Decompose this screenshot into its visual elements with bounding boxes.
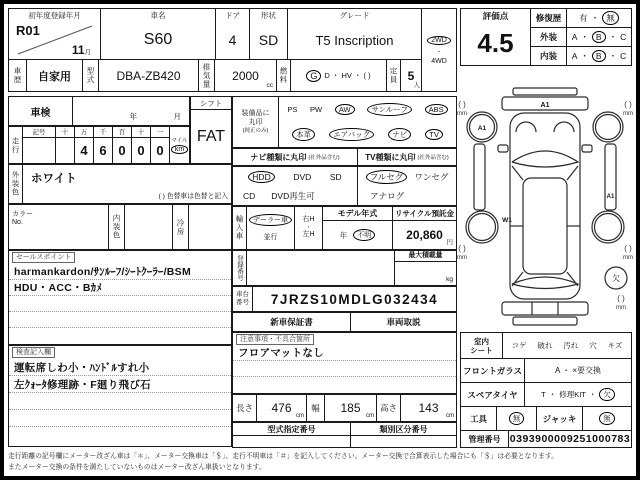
mileage-col-100: 百 0 <box>113 127 132 163</box>
tools-value: 無 <box>497 407 537 430</box>
parallel-import: 並行 <box>263 234 278 242</box>
nav-sd: SD <box>329 171 342 182</box>
mileage-row <box>8 126 190 164</box>
mileage-col-1k: 千 6 <box>94 127 113 163</box>
recycle-unit: 円 <box>446 239 453 246</box>
body-shape-cell: 形状 SD <box>250 9 288 59</box>
model-year-suffix: 年 <box>339 230 348 240</box>
svg-text:mm: mm <box>616 305 626 311</box>
chassis-row <box>232 286 457 312</box>
windshield <box>512 151 578 167</box>
nav-tv-options <box>232 166 457 206</box>
car-name-value: S60 <box>143 31 173 48</box>
dealer-parallel-cell <box>247 207 295 249</box>
warranty-cell: 新車保証書 <box>233 313 351 331</box>
tools-row <box>461 407 631 431</box>
hood-arc-right <box>554 122 574 132</box>
tv-options <box>358 167 456 205</box>
front-left-wheel-code: A1 <box>477 125 487 132</box>
interior-a: A <box>571 51 578 61</box>
right-side-damage-code: A1 <box>606 194 615 200</box>
mileage-col-100k: 十 <box>56 127 75 163</box>
mileage-col-1: 一 0 <box>151 127 170 163</box>
seat-tear: 破れ <box>537 341 553 350</box>
recycle-cell <box>393 207 456 249</box>
model-code-label: 型式 <box>83 60 99 91</box>
exterior-grade-row: 外装 A ・ B ・ C <box>531 28 631 47</box>
equip-tv: TV <box>425 129 443 140</box>
grade-cell: グレード T5 Inscription <box>288 9 421 59</box>
model-designation-label: 型式指定番号 <box>233 423 351 435</box>
mileage-col-symbol: 記号 <box>23 127 56 163</box>
nav-type-header: ナビ種類に丸印 (社外品含む) <box>233 149 358 165</box>
mileage-label: 走行 <box>9 127 23 163</box>
nav-hdd: HDD <box>248 171 274 183</box>
rear-right-wheel <box>592 211 624 243</box>
equipment-label: 装備品に 丸印 (純正のみ) <box>233 97 279 147</box>
equip-sunroof: サンルーフ <box>367 103 412 116</box>
car-name-cell <box>101 9 216 59</box>
seat-condition-row <box>461 333 631 359</box>
history-value: 自家用 <box>27 60 83 91</box>
seat-label: 室内 シート <box>461 333 503 358</box>
seat-stain: 汚れ <box>563 341 579 350</box>
sales-points-section <box>8 250 232 345</box>
control-number-row <box>461 431 631 447</box>
svg-text:mm: mm <box>457 255 467 261</box>
cautions-tag: 注意事項・不具合箇所 <box>236 334 314 345</box>
equip-ps: PS <box>287 105 298 114</box>
spare-t: T <box>541 390 546 399</box>
missing-part-mark: 欠 <box>612 274 620 283</box>
capacity-cell <box>401 60 421 91</box>
tv-oneseg: ワンセグ <box>414 171 449 182</box>
rating-box <box>460 8 632 66</box>
equip-aw: AW <box>335 104 355 115</box>
shaken-label: 車検 <box>9 97 73 125</box>
control-number-label: 管理番号 <box>461 431 509 447</box>
doors-cell: ドア 4 <box>216 9 250 59</box>
recycle-value: 20,860 <box>406 228 443 242</box>
mileage-unit-km: km <box>171 145 188 154</box>
equip-leather: 本革 <box>292 128 315 141</box>
width-cell: 185 cm <box>325 395 377 421</box>
tread-depth-top-right: ( ) <box>624 100 632 109</box>
hood-arc-left <box>516 122 536 132</box>
inspector-notes-section <box>8 345 232 447</box>
equip-navi: ナビ <box>388 128 411 141</box>
spare-tread-depth: ( ) <box>617 294 625 303</box>
color-no-label: カラーNo. <box>12 211 33 226</box>
exterior-a: A <box>571 32 578 42</box>
equipment-row-2 <box>279 122 456 147</box>
spare-missing: 欠 <box>599 388 615 401</box>
displacement-value: 2000 <box>232 68 259 83</box>
roof <box>523 178 567 274</box>
class-section-label: 類別区分番号 <box>379 424 428 434</box>
fuel-label: 燃料 <box>277 60 291 91</box>
import-label: 輸入車 <box>233 207 247 249</box>
sales-point-line-1: harmankardon/ｻﾝﾙｰﾌ/ｼｰﾄｸｰﾗｰ/BSM <box>9 264 231 280</box>
model-year-unknown: 不明 <box>353 229 375 241</box>
interior-color-label: 内装色 <box>109 205 125 249</box>
height-value: 143 <box>418 401 439 415</box>
shaken-month-suffix: 月 <box>173 112 181 121</box>
first-registration-year: R01 <box>16 23 40 38</box>
front-damage-code: A1 <box>540 102 550 109</box>
windshield-label: フロントガラス <box>461 359 525 382</box>
color-no-value <box>43 205 109 249</box>
front-right-wheel <box>593 112 623 142</box>
nav-tv-header-row <box>232 148 457 166</box>
shift-value: FAT <box>196 127 226 145</box>
jack-label: ジャッキ <box>537 407 583 430</box>
exterior-color-value: ホワイト <box>31 173 77 185</box>
shift-label: シフト <box>191 97 231 110</box>
mileage-unit-mile: マイル <box>171 138 188 144</box>
mileage-col-10k: 万 4 <box>75 127 94 163</box>
inspector-note-line-2: 左ｸｫｰﾀ修理跡・F廻り飛び石 <box>9 376 231 393</box>
dealer-car: デーラー車 <box>249 214 292 226</box>
first-registration-month: 11月 <box>71 43 91 57</box>
footer-line-1: 走行距離の記号欄にメーター改ざん車は「＊」、メーター交換車は「＄」、走行不明車は「＃」を記入してください。メーター交換で合算表示した場合にも「＄」は必要となります。 <box>8 453 558 460</box>
fuel-cell <box>291 60 387 91</box>
condition-table <box>460 332 632 448</box>
registration-label: 登録番号 <box>233 251 247 285</box>
chassis-label: 車台 番号 <box>233 287 253 311</box>
svg-text:mm: mm <box>623 255 633 261</box>
model-year-cell <box>323 207 393 249</box>
exterior-color-label: 外装色 <box>9 165 23 203</box>
exterior-b: B <box>592 31 606 43</box>
inspector-notes-tag: 検査記入欄 <box>12 347 55 358</box>
displacement-unit: cc <box>266 82 273 89</box>
type-number-section <box>232 422 457 448</box>
svg-text:mm: mm <box>623 111 633 117</box>
model-designation-value <box>233 436 351 447</box>
nav-cd: CD <box>243 190 256 201</box>
right-hand: 右H <box>302 216 315 224</box>
ac-value <box>189 205 231 249</box>
jack-value: 無 <box>583 407 631 430</box>
length-cell: 476 cm <box>257 395 307 421</box>
nav-dvd-playable: DVD再生可 <box>271 190 315 201</box>
cautions-section <box>232 332 457 394</box>
spare-tire-label: スペアタイヤ <box>461 383 525 406</box>
windshield-value: A ・ ×要交換 <box>554 366 601 375</box>
right-side-panel <box>605 144 616 210</box>
equip-airbag: エアバック <box>329 128 374 141</box>
import-row <box>232 206 457 250</box>
first-registration-cell <box>9 9 101 59</box>
car-name-label: 車名 <box>150 11 166 20</box>
shaken-year-suffix: 年 <box>129 112 137 121</box>
nav-options <box>233 167 358 205</box>
rear-bumper <box>502 302 588 315</box>
tread-depth-top-left: ( ) <box>458 100 466 109</box>
displacement-cell <box>215 60 277 91</box>
interior-color-value <box>125 205 173 249</box>
mileage-col-10: 十 0 <box>132 127 151 163</box>
seat-hole: 穴 <box>589 341 597 350</box>
fuel-options: D ・ HV ・ ( ) <box>324 71 371 80</box>
chassis-value: 7JRZS10MDLG032434 <box>270 291 439 307</box>
exterior-color-cell <box>23 165 231 203</box>
dimensions-row <box>232 394 457 422</box>
footer-line-2: またメーター交換の条件を満たしていないものはメーター改ざん車扱いとなります。 <box>8 463 266 471</box>
left-rear-damage-code: W1 <box>502 217 512 224</box>
height-cell: 143 cm <box>418 401 454 419</box>
rear-left-wheel <box>466 211 498 243</box>
left-side-panel <box>474 144 485 210</box>
drive-4wd: 4WD <box>431 57 447 65</box>
model-code-value: DBA-ZB420 <box>99 60 199 91</box>
registration-value <box>247 251 394 285</box>
score-label: 評価点 <box>482 11 509 21</box>
seat-scratch: キズ <box>607 341 623 350</box>
displacement-label: 排気量 <box>199 60 215 91</box>
sales-point-line-2: HDU・ACC・Bｶﾒ <box>9 280 231 296</box>
repair-no: 無 <box>602 11 619 25</box>
width-value: 185 <box>340 401 361 415</box>
sales-points-tag: セールスポイント <box>12 252 75 263</box>
drivetrain-cell <box>421 9 456 91</box>
docs-row <box>232 312 457 332</box>
equipment-section <box>232 96 457 148</box>
drive-2wd: 2WD <box>427 36 451 45</box>
windshield-row <box>461 359 631 383</box>
spare-repair-kit: 修理KIT <box>559 390 586 399</box>
color-change-note: ( ) 色替車は色替と記入 <box>158 193 228 200</box>
repair-yes: 有 <box>579 13 588 23</box>
model-year-label: モデル年式 <box>323 207 392 221</box>
tread-depth-bottom-left: ( ) <box>458 244 466 253</box>
footer-disclaimer <box>8 452 636 473</box>
equipment-row-1 <box>279 97 456 122</box>
score-cell <box>461 9 531 65</box>
steering-cell: 右H ・ 左H <box>295 207 323 249</box>
caution-line-1: フロアマットなし <box>233 345 456 361</box>
registration-row <box>232 250 457 286</box>
score-value: 4.5 <box>477 28 514 58</box>
fuel-gasoline: G <box>306 70 321 82</box>
tv-fullseg: フルセグ <box>366 170 408 184</box>
max-load-cell <box>394 251 456 285</box>
class-section-value <box>351 436 456 447</box>
max-load-label: 最大積載量 <box>395 251 456 262</box>
max-load-unit: kg <box>446 276 453 283</box>
grade-value: T5 Inscription <box>315 32 394 48</box>
tv-analog: アナログ <box>370 190 405 201</box>
left-mirror <box>498 145 508 152</box>
manual-cell: 車両取説 <box>386 317 421 327</box>
capacity-unit: 人 <box>413 82 420 89</box>
right-mirror <box>582 145 592 152</box>
recycle-label: リサイクル預託金 <box>393 207 456 221</box>
car-damage-diagram <box>450 86 640 332</box>
shift-column <box>190 96 232 164</box>
length-label: 長さ <box>233 395 257 421</box>
car-body-outline <box>510 113 580 299</box>
length-value: 476 <box>271 401 292 415</box>
rear-bumper-strip <box>513 317 577 325</box>
capacity-value: 5 <box>407 68 415 83</box>
tread-depth-bottom-right: ( ) <box>624 244 632 253</box>
svg-text:mm: mm <box>457 111 467 117</box>
mileage-unit-cell <box>170 127 189 163</box>
doors-value: 4 <box>228 32 237 48</box>
width-label: 幅 <box>307 395 325 421</box>
interior-c: C <box>620 51 627 61</box>
body-shape-value: SD <box>258 32 279 48</box>
first-registration-label: 初年度登録年月 <box>28 11 81 20</box>
front-bumper-strip <box>513 88 577 95</box>
equip-abs: ABS <box>425 104 448 115</box>
capacity-label: 定員 <box>387 60 401 91</box>
exterior-c: C <box>620 32 627 42</box>
inspector-note-line-1: 運転席しわ小・ﾊﾝﾄﾞﾙすれ小 <box>9 359 231 376</box>
exterior-color-row <box>8 164 232 204</box>
interior-grade-row: 内装 A ・ B ・ C <box>531 47 631 65</box>
spare-tire-row: スペアタイヤ T ・ 修理KIT ・ 欠 <box>461 383 631 407</box>
rear-window <box>512 277 578 289</box>
interior-b: B <box>592 50 606 62</box>
tools-label: 工具 <box>461 407 497 430</box>
vehicle-header-table <box>8 8 457 92</box>
nav-dvd: DVD <box>293 171 312 182</box>
seat-burn: コゲ <box>511 341 527 350</box>
drive-separator: ・ <box>435 49 442 56</box>
color-no-row <box>8 204 232 250</box>
control-number-value: 0393900009251000783 <box>509 433 631 445</box>
history-label: 車歴 <box>9 60 27 91</box>
repair-history-row: 修復歴 有 ・ 無 <box>531 9 631 28</box>
shaken-date-cell <box>73 97 189 125</box>
height-label: 高さ <box>377 395 401 421</box>
shaken-row <box>8 96 190 126</box>
ac-label: 冷房 <box>173 205 189 249</box>
left-hand: 左H <box>302 231 315 239</box>
tv-type-header: TV種類に丸印 (社外品含む) <box>365 152 449 162</box>
equip-pw: PW <box>310 105 323 114</box>
